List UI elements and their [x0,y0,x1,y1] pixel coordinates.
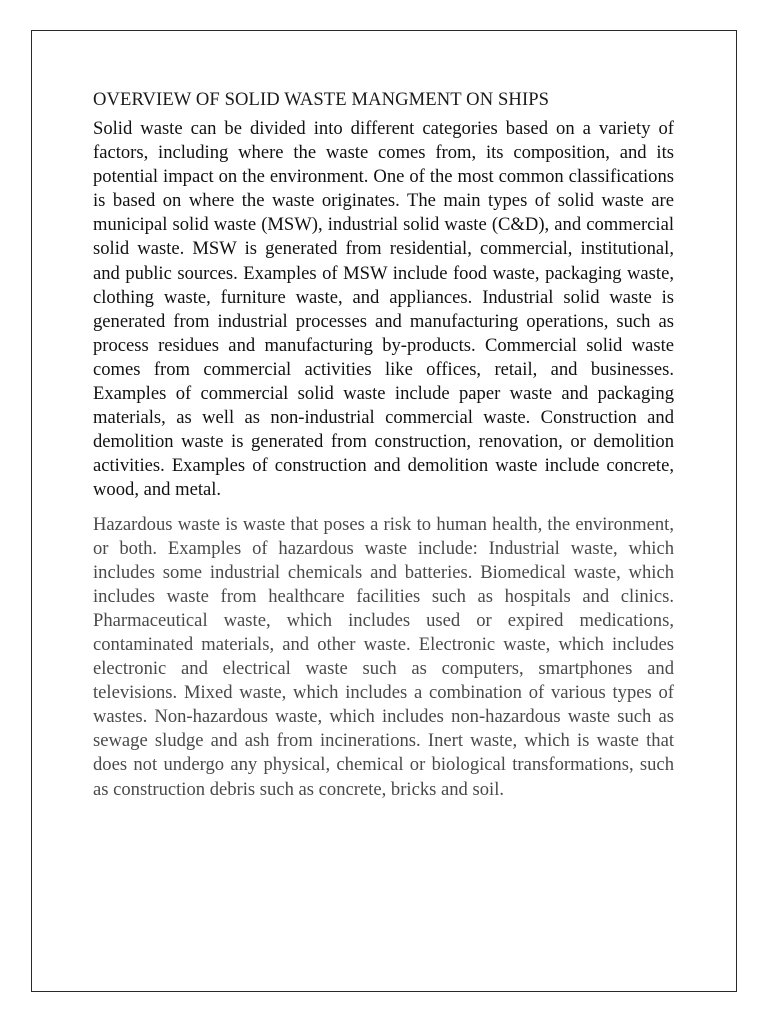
paragraph-solid-waste-categories: Solid waste can be divided into different categories based on a variety of factors, including where the waste comes from, its composition, and its potential impact on the environment. One of the most common classifications is based on where the waste originates. The main types of solid waste are municipal solid waste (MSW), industrial solid waste (C&D), and commercial solid waste. MSW is generated from residential, commercial, institutional, and public sources. Examples of MSW include food waste, packaging waste, clothing waste, furniture waste, and appliances. Industrial solid waste is generated from industrial processes and manufacturing operations, such as process residues and manufacturing by-products. Commercial solid waste comes from commercial activities like offices, retail, and businesses. Examples of commercial solid waste include paper waste and packaging materials, as well as non-industrial commercial waste. Construction and demolition waste is generated from construction, renovation, or demolition activities. Examples of construction and demolition waste include concrete, wood, and metal. [93,118,674,501]
paragraph-hazardous-waste: Hazardous waste is waste that poses a risk to human health, the environment, or both. Examples of hazardous waste include: Industrial waste, which includes some industrial chemicals and batteries. Biomedical waste, which includes waste from healthcare facilities such as hospitals and clinics. Pharmaceutical waste, which includes used or expired medications, contaminated materials, and other waste. Electronic waste, which includes electronic and electrical waste such as computers, smartphones and televisions. Mixed waste, which includes a combination of various types of wastes. Non-hazardous waste, which includes non-hazardous waste such as sewage sludge and ash from incinerations. Inert waste, which is waste that does not undergo any physical, chemical or biological transformations, such as construction debris such as concrete, bricks and soil. [93,513,674,800]
document-body [93,88,674,802]
document-heading: OVERVIEW OF SOLID WASTE MANGMENT ON SHIPS [93,89,550,110]
